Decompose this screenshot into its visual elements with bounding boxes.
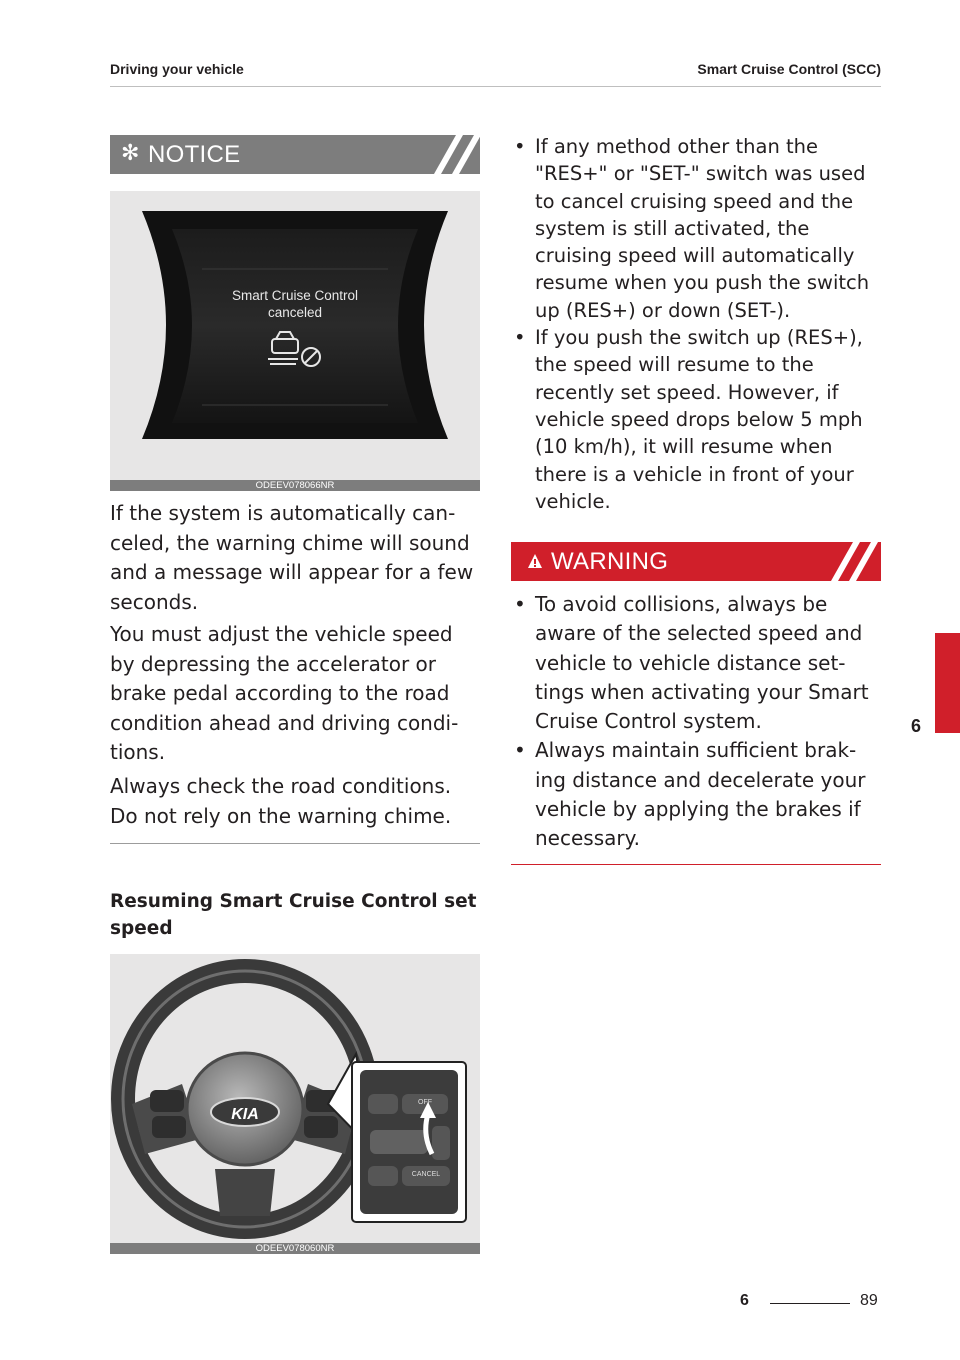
- notice-banner: [110, 135, 480, 174]
- switch-label-cancel: CANCEL: [411, 1171, 441, 1178]
- figure-caption: ODEEV078066NR: [110, 480, 480, 491]
- running-header-section: Driving your vehicle: [110, 61, 244, 77]
- kia-logo: KIA: [231, 1106, 259, 1123]
- footer-chapter: 6: [740, 1292, 749, 1309]
- running-header-topic: Smart Cruise Control (SCC): [697, 61, 881, 77]
- warning-triangle-icon: [527, 553, 543, 569]
- figure-caption: ODEEV078060NR: [110, 1243, 480, 1254]
- resume-bullet-list: [510, 133, 882, 515]
- chapter-tab-number: 6: [911, 716, 922, 736]
- footer-divider: [770, 1303, 850, 1304]
- list-item: • To avoid collisions, always be aware of the selected speed and vehicle to vehicle distance set-tings when activating your Smart Cruise Control system.: [510, 590, 882, 736]
- display-message-line1: Smart Cruise Control: [231, 288, 359, 303]
- cluster-display-figure: [110, 191, 480, 491]
- display-message-line2: canceled: [267, 305, 323, 320]
- header-divider: [110, 86, 881, 87]
- section-heading: Resuming Smart Cruise Control set speed: [110, 891, 477, 939]
- warning-end-divider: [511, 864, 881, 865]
- steering-wheel-figure: [110, 954, 480, 1254]
- asterisk-icon: ✻: [121, 141, 140, 166]
- switch-label-off: OFF: [418, 1099, 432, 1106]
- warning-title: WARNING: [551, 548, 669, 575]
- list-item: • If you push the switch up (RES+), the speed will resume to the recently set speed. However, if vehicle speed drops below 5 mph (10 km/h), it will resume when there is a vehicle in front of your vehicle.: [510, 324, 882, 515]
- warning-banner: [511, 542, 881, 581]
- notice-title: NOTICE: [148, 141, 241, 168]
- notice-paragraph: If the system is automatically can-celed, the warning chime will sound and a message will appear for a few seconds.: [110, 501, 474, 614]
- stripes-decoration-icon: [418, 135, 480, 174]
- stripes-decoration-icon: [819, 542, 881, 581]
- warning-bullet-list: [510, 590, 882, 854]
- display-message: [110, 287, 480, 321]
- cluster-display-illustration: [110, 191, 480, 480]
- notice-paragraph: You must adjust the vehicle speed by depressing the accelerator or brake pedal according to the road condition ahead and driving condi-tions.: [110, 622, 459, 764]
- list-item: • If any method other than the "RES+" or "SET-" switch was used to cancel cruising speed and the system is still activated, the cruising speed will automatically resume when you push the switch up (RES+) or down (SET-).: [510, 133, 882, 324]
- notice-end-divider: [110, 843, 480, 844]
- notice-paragraph: Always check the road conditions. Do not rely on the warning chime.: [110, 774, 452, 828]
- list-item: • Always maintain sufficient brak-ing distance and decelerate your vehicle by applying the brakes if necessary.: [510, 736, 882, 853]
- page-number: 89: [860, 1292, 878, 1309]
- chapter-tab: [935, 633, 960, 733]
